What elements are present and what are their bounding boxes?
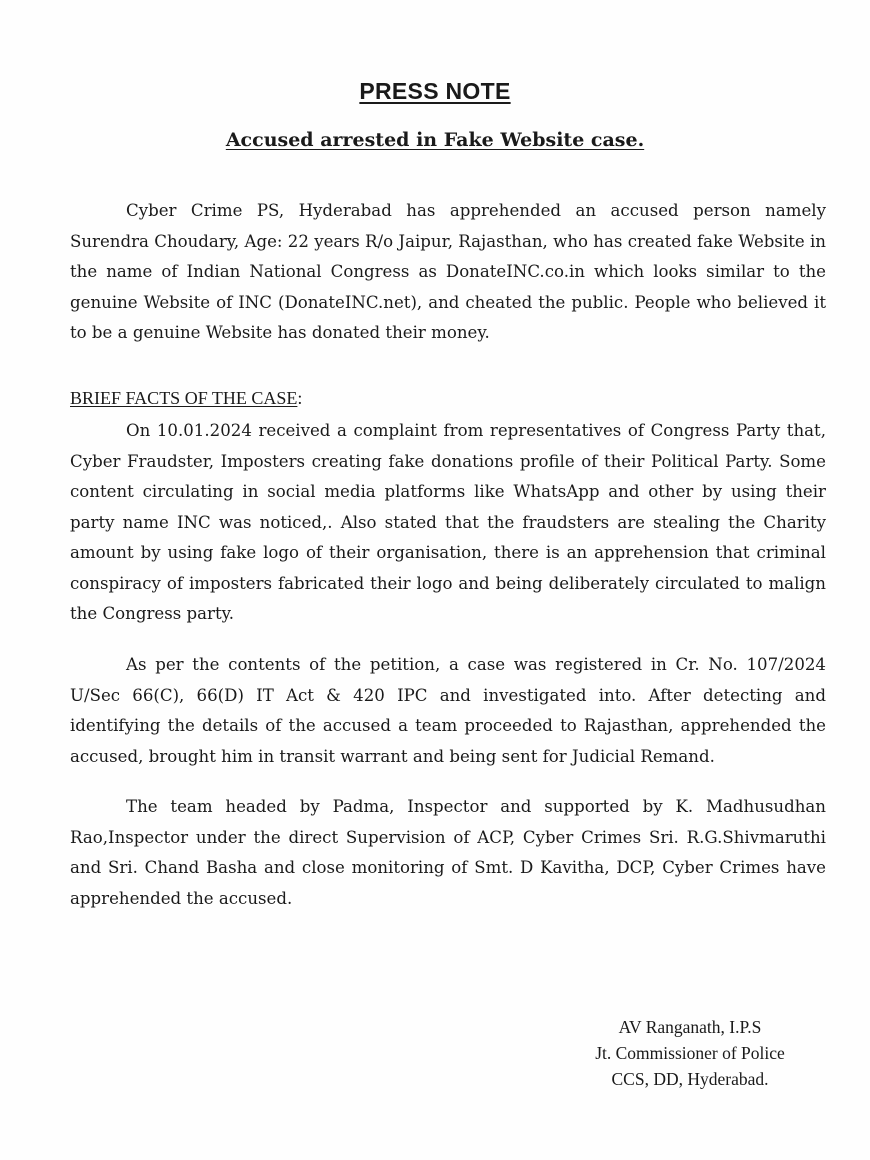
petition-paragraph: As per the contents of the petition, a case was registered in Cr. No. 107/2024 U/Sec 66(C), 66(D) IT Act & 420 IPC and investigated into. After detecting and identifying the details of the accused a team proceeded to Rajasthan, apprehended the accused, brought him in transit warrant and being sent for Judicial Remand. <box>70 655 826 766</box>
signatory-name: AV Ranganath, I.P.S <box>618 1017 762 1037</box>
facts-heading-text: BRIEF FACTS OF THE CASE <box>70 388 298 408</box>
team-paragraph: The team headed by Padma, Inspector and supported by K. Madhusudhan Rao,Inspector under the direct Supervision of ACP, Cyber Crimes Sri. R.G.Shivmaruthi and Sri. Chand Basha and close monitoring of Smt. D Kavitha, DCP, Cyber Crimes have apprehended the accused. <box>70 797 826 908</box>
facts-heading-colon: : <box>297 388 303 408</box>
page-title: PRESS NOTE <box>359 78 511 104</box>
facts-heading <box>70 383 302 413</box>
signatory-office: CCS, DD, Hyderabad. <box>611 1069 769 1089</box>
intro-paragraph: Cyber Crime PS, Hyderabad has apprehended an accused person namely Surendra Choudary, Age: 22 years R/o Jaipur, Rajasthan, who has created fake Website in the name of Indian National Congress as DonateINC.co.in which looks similar to the genuine Website of INC (DonateINC.net), and cheated the public. People who believed it to be a genuine Website has donated their money. <box>70 201 826 342</box>
signatory-designation: Jt. Commissioner of Police <box>595 1043 785 1063</box>
page-subtitle: Accused arrested in Fake Website case. <box>225 129 645 151</box>
signature-block <box>560 1014 820 1092</box>
facts-paragraph: On 10.01.2024 received a complaint from representatives of Congress Party that, Cyber Fraudster, Imposters creating fake donations profile of their Political Party. Some content circulating in social media platforms like WhatsApp and other by using their party name INC was noticed,. Also stated that the fraudsters are stealing the Charity amount by using fake logo of their organisation, there is an apprehension that criminal conspiracy of imposters fabricated their logo and being deliberately circulated to malign the Congress party. <box>70 421 826 623</box>
